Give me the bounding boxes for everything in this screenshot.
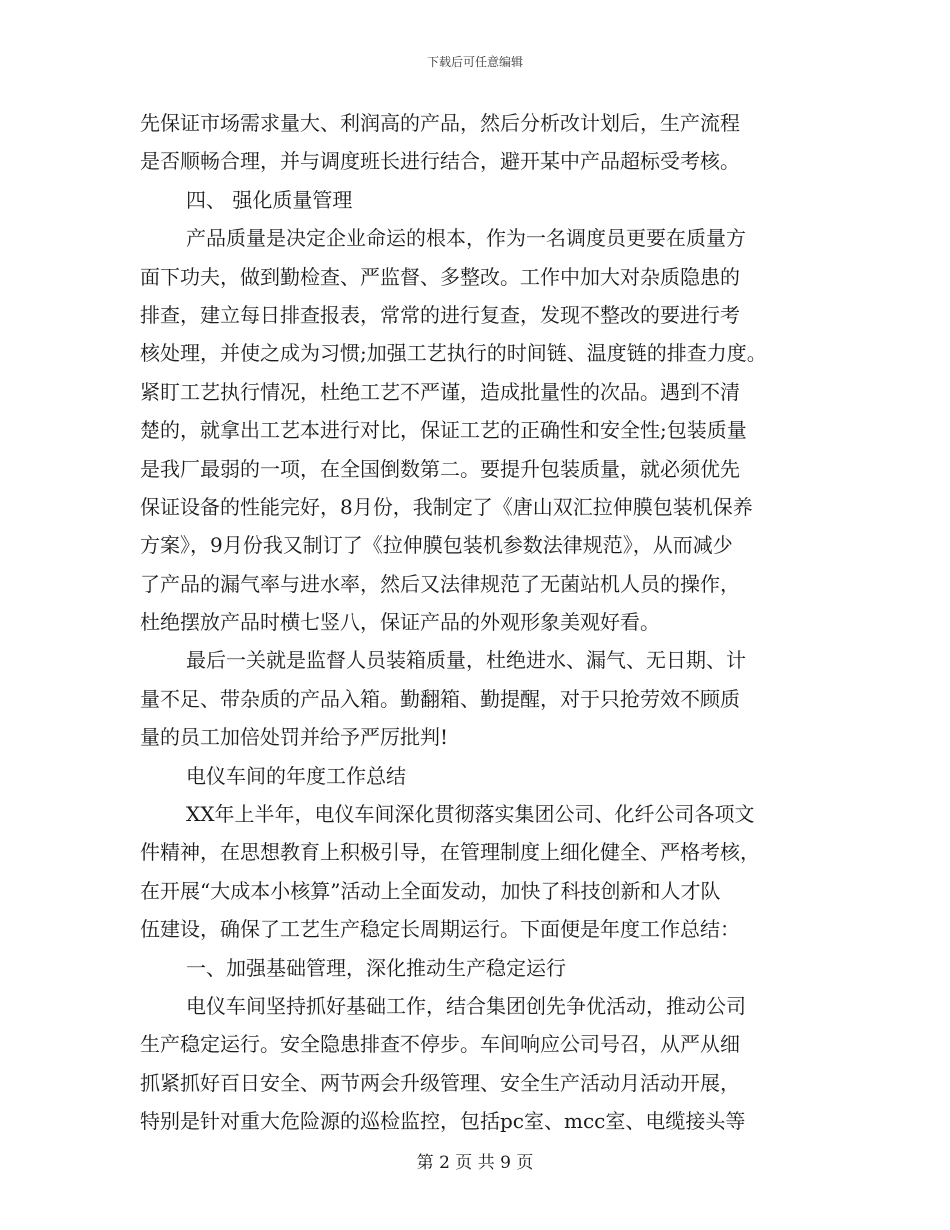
document-body — [140, 104, 820, 1141]
text-line-6: 排查，建立每日排查报表，常常的进行复查，发现不整改的要进行考 — [140, 302, 740, 327]
text-line-14: 杜绝摆放产品时横七竖八，保证产品的外观形象美观好看。 — [140, 610, 660, 635]
text-line-26: 抓紧抓好百日安全、两节两会升级管理、安全生产活动月活动开展， — [140, 1070, 740, 1095]
text-line-12: 方案》，9月份我又制订了《拉伸膜包装机参数法律规范》，从而减少 — [140, 533, 733, 558]
text-line-25: 生产稳定运行。安全隐患排查不停步。车间响应公司号召，从严从细 — [140, 1032, 740, 1057]
text-line-21: 在开展“大成本小核算”活动上全面发动，加快了科技创新和人才队 — [140, 878, 721, 903]
text-line-16: 量不足、带杂质的产品入箱。勤翻箱、勤提醒，对于只抢劳效不顾质 — [140, 686, 740, 711]
page-number: 第 2 页 共 9 页 — [416, 1153, 534, 1173]
text-line-24: 电仪车间坚持抓好基础工作，结合集团创先争优活动，推动公司 — [186, 993, 746, 1018]
document-subtitle: 电仪车间的年度工作总结 — [186, 763, 406, 788]
text-line-9: 楚的，就拿出工艺本进行对比，保证工艺的正确性和安全性;包装质量 — [140, 418, 747, 443]
text-line-19: XX年上半年，电仪车间深化贯彻落实集团公司、化纤公司各项文 — [186, 802, 755, 827]
text-line-22: 伍建设，确保了工艺生产稳定长周期运行。下面便是年度工作总结： — [140, 917, 740, 942]
text-line-27: 特别是针对重大危险源的巡检监控，包括pc室、mcc室、电缆接头等 — [140, 1109, 746, 1134]
text-line-17: 量的员工加倍处罚并给予严厉批判! — [140, 725, 449, 750]
section-heading-quality: 四、 强化质量管理 — [186, 187, 353, 212]
section-heading-basic-management: 一、加强基础管理，深化推动生产稳定运行 — [186, 955, 566, 980]
text-line-2: 是否顺畅合理，并与调度班长进行结合，避开某中产品超标受考核。 — [140, 149, 740, 174]
text-line-10: 是我厂最弱的一项，在全国倒数第二。要提升包装质量，就必须优先 — [140, 456, 740, 481]
text-line-5: 面下功夫，做到勤检查、严监督、多整改。工作中加大对杂质隐患的 — [140, 264, 740, 289]
text-line-13: 了产品的漏气率与进水率，然后又法律规范了无菌站机人员的操作， — [140, 571, 740, 596]
text-line-20: 件精神，在思想教育上积极引导，在管理制度上细化健全、严格考核， — [140, 840, 760, 865]
text-line-11: 保证设备的性能完好，8月份，我制定了《唐山双汇拉伸膜包装机保养 — [140, 494, 753, 519]
text-line-1: 先保证市场需求量大、利润高的产品，然后分析改计划后，生产流程 — [140, 111, 740, 135]
text-line-4: 产品质量是决定企业命运的根本，作为一名调度员更要在质量方 — [186, 226, 746, 251]
page-header: 下载后可任意编辑 — [426, 55, 523, 69]
text-line-15: 最后一关就是监督人员装箱质量，杜绝进水、漏气、无日期、计 — [186, 648, 746, 673]
text-line-7: 核处理，并使之成为习惯;加强工艺执行的时间链、温度链的排查力度。 — [140, 341, 767, 366]
text-line-8: 紧盯工艺执行情况，杜绝工艺不严谨，造成批量性的次品。遇到不清 — [140, 379, 740, 404]
